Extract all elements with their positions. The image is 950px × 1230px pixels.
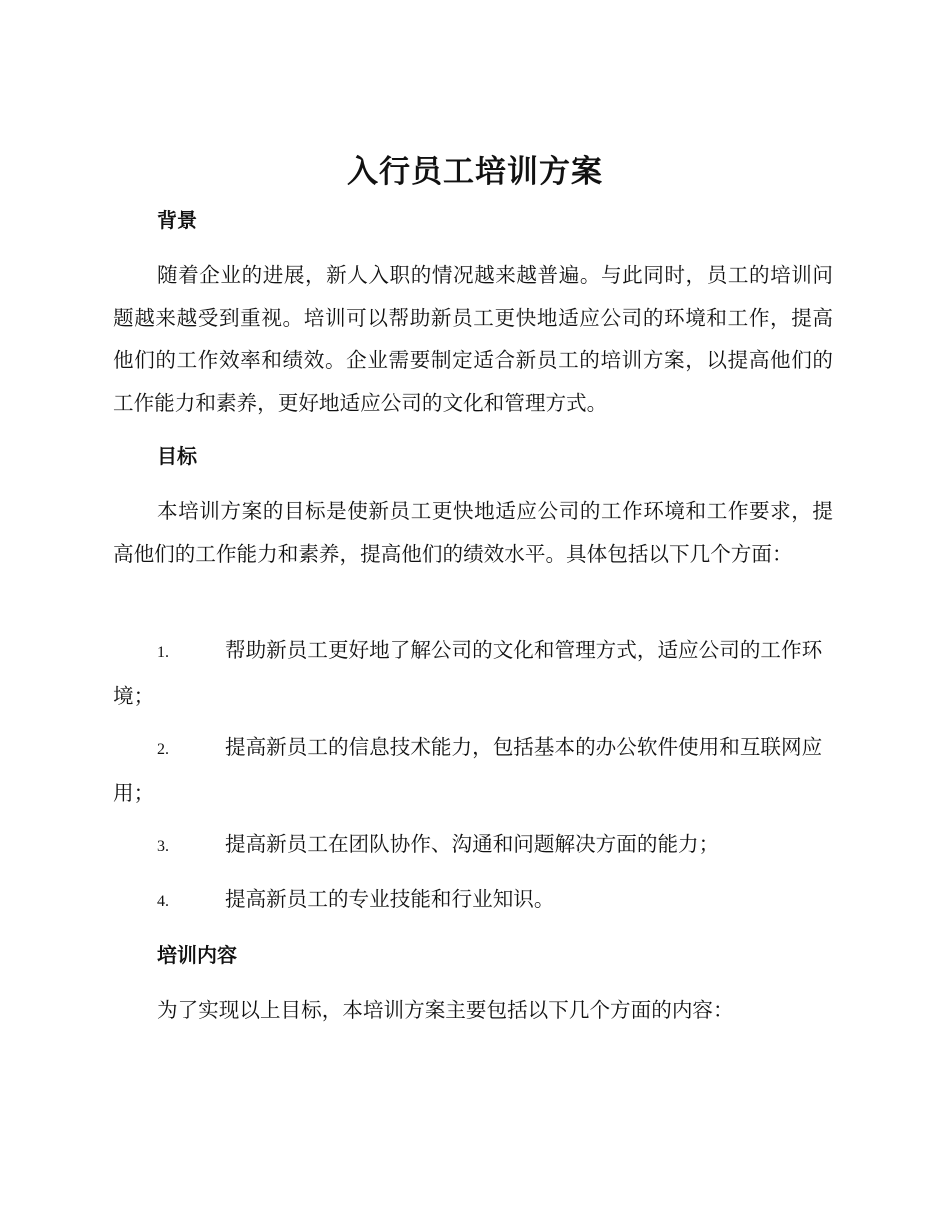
list-item-number: 1. bbox=[157, 644, 169, 661]
list-item-text: 帮助新员工更好地了解公司的文化和管理方式，适应公司的工作环境； bbox=[113, 638, 823, 708]
list-item bbox=[113, 878, 833, 924]
document-title: 入行员工培训方案 bbox=[347, 154, 603, 190]
list-item bbox=[113, 629, 833, 717]
list-item-number: 4. bbox=[157, 893, 169, 910]
training-content-paragraph: 为了实现以上目标，本培训方案主要包括以下几个方面的内容： bbox=[157, 998, 734, 1022]
goals-paragraph: 本培训方案的目标是使新员工更快地适应公司的工作环境和工作要求，提高他们的工作能力和素养，提高他们的绩效水平。具体包括以下几个方面： bbox=[113, 499, 833, 566]
list-item-number: 2. bbox=[157, 741, 169, 758]
list-item-text: 提高新员工在团队协作、沟通和问题解决方面的能力； bbox=[225, 832, 720, 856]
list-item bbox=[113, 726, 833, 814]
list-item-text: 提高新员工的信息技术能力，包括基本的办公软件使用和互联网应用； bbox=[113, 735, 823, 805]
list-item-text: 提高新员工的专业技能和行业知识。 bbox=[225, 887, 555, 911]
background-paragraph: 随着企业的进展，新人入职的情况越来越普遍。与此同时，员工的培训问题越来越受到重视。培训可以帮助新员工更快地适应公司的环境和工作，提高他们的工作效率和绩效。企业需要制定适合新员工的培训方案，以提高他们的工作能力和素养，更好地适应公司的文化和管理方式。 bbox=[113, 263, 833, 415]
section-heading-background: 背景 bbox=[157, 208, 197, 232]
section-heading-training-content: 培训内容 bbox=[157, 943, 237, 967]
list-item-number: 3. bbox=[157, 838, 169, 855]
list-item bbox=[113, 823, 833, 869]
section-heading-goals: 目标 bbox=[157, 444, 197, 468]
